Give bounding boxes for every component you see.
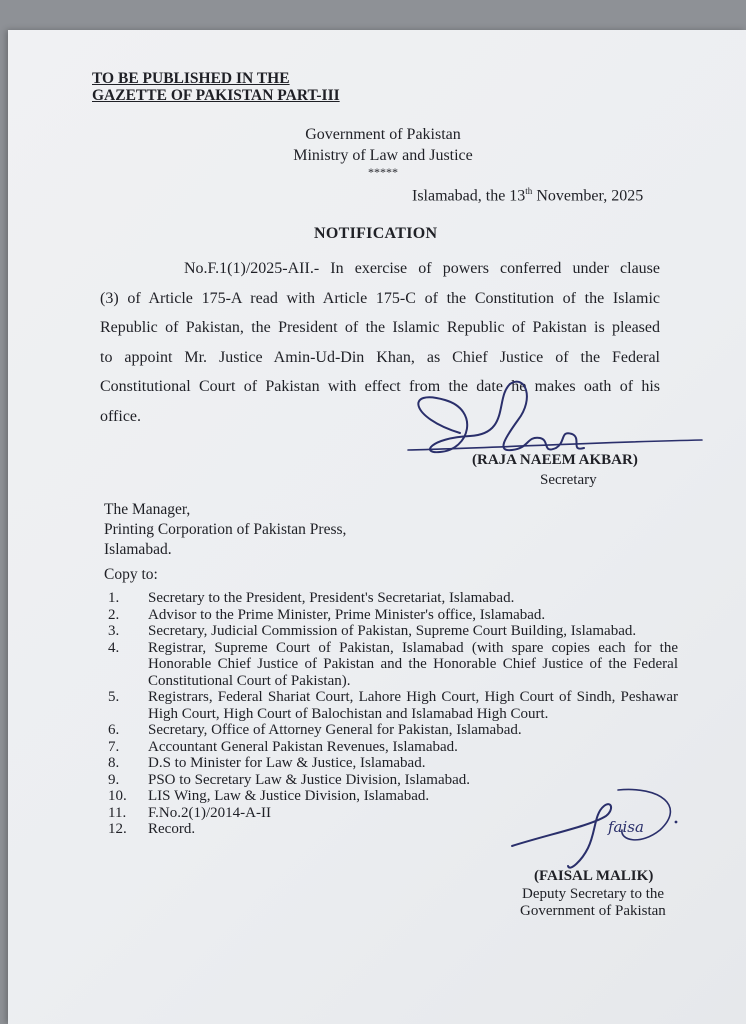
list-item: [108, 623, 678, 640]
body-line: Republic of Pakistan, the President of the Islamic Republic of Pakistan is pleased: [100, 319, 660, 336]
date-rest: November, 2025: [532, 187, 644, 205]
signatory-1-title: Secretary: [540, 472, 597, 488]
list-text: Secretary, Office of Attorney General for Pakistan, Islamabad.: [148, 722, 522, 738]
list-text: Registrar, Supreme Court of Pakistan, Islamabad (with spare copies each for the Honorable Chief Justice of Pakistan and the Honorable Chief Justice of the Federal Constitutional Court of Pakistan).: [148, 639, 678, 689]
list-number: 6.: [108, 722, 120, 738]
body-line: office.: [100, 407, 142, 425]
body-line: Constitutional Court of Pakistan with effect from the date he makes oath of his: [100, 378, 660, 395]
list-number: 8.: [108, 755, 120, 771]
date-ordinal: th: [525, 186, 533, 196]
signatory-2-title-line2: Government of Pakistan: [520, 903, 666, 919]
signatory-1-name: (RAJA NAEEM AKBAR): [472, 452, 638, 468]
separator-stars: *****: [368, 165, 398, 179]
list-item: [108, 640, 678, 690]
list-item: [108, 722, 678, 739]
list-item: [108, 755, 678, 772]
list-text: D.S to Minister for Law & Justice, Islamabad.: [148, 755, 426, 771]
government-name: Government of Pakistan: [305, 126, 461, 143]
list-number: 9.: [108, 771, 120, 788]
list-number: 1.: [108, 590, 120, 606]
list-number: 2.: [108, 606, 120, 623]
body-line: (3) of Article 175-A read with Article 175-C of the Constitution of the Islamic: [100, 289, 660, 307]
list-number: 5.: [108, 689, 120, 705]
gazette-line-1: TO BE PUBLISHED IN THE: [92, 70, 290, 87]
addressee-line: Islamabad.: [104, 541, 172, 558]
signatory-2-title-line1: Deputy Secretary to the: [522, 886, 665, 902]
list-text: PSO to Secretary Law & Justice Division, Islamabad.: [148, 771, 471, 788]
list-item: [108, 590, 678, 607]
copy-to-label: Copy to:: [104, 566, 158, 583]
list-number: 7.: [108, 738, 120, 755]
list-item: [108, 739, 678, 756]
signature-2-image: [510, 786, 690, 876]
body-line: to appoint Mr. Justice Amin-Ud-Din Khan, as Chief Justice of the Federal: [100, 348, 660, 366]
list-item: [108, 607, 678, 624]
issuer-block: [258, 124, 508, 178]
list-number: 12.: [108, 821, 127, 837]
list-item: [108, 689, 678, 722]
list-text: Registrars, Federal Shariat Court, Lahore High Court, High Court of Sindh, Peshawar High Court, High Court of Balochistan and Islamabad High Court.: [148, 689, 678, 722]
gazette-line-2: GAZETTE OF PAKISTAN PART-III: [92, 87, 340, 104]
addressee-block: [104, 500, 346, 560]
signatory-2-name: (FAISAL MALIK): [534, 868, 654, 884]
list-text: Secretary, Judicial Commission of Pakistan, Supreme Court Building, Islamabad.: [148, 623, 637, 639]
list-text: Record.: [148, 821, 196, 837]
list-text: F.No.2(1)/2014-A-II: [148, 804, 271, 821]
list-number: 4.: [108, 639, 120, 656]
notification-title: NOTIFICATION: [314, 225, 438, 242]
list-text: Advisor to the Prime Minister, Prime Minister's office, Islamabad.: [148, 606, 546, 623]
list-text: Accountant General Pakistan Revenues, Islamabad.: [148, 738, 458, 755]
addressee-line: Printing Corporation of Pakistan Press,: [104, 521, 347, 538]
body-line: No.F.1(1)/2025-AII.- In exercise of powers conferred under clause: [184, 260, 660, 277]
signature-2-text: faisa: [608, 818, 644, 836]
date-line: [412, 186, 643, 205]
list-text: LIS Wing, Law & Justice Division, Islamabad.: [148, 788, 430, 804]
ministry-name: Ministry of Law and Justice: [293, 147, 473, 164]
list-number: 10.: [108, 788, 127, 804]
date-prefix: Islamabad, the 13: [412, 187, 526, 205]
list-number: 3.: [108, 623, 120, 639]
gazette-heading: [92, 70, 340, 104]
list-text: Secretary to the President, President's Secretariat, Islamabad.: [148, 590, 515, 606]
addressee-line: The Manager,: [104, 501, 191, 518]
list-number: 11.: [108, 804, 127, 821]
